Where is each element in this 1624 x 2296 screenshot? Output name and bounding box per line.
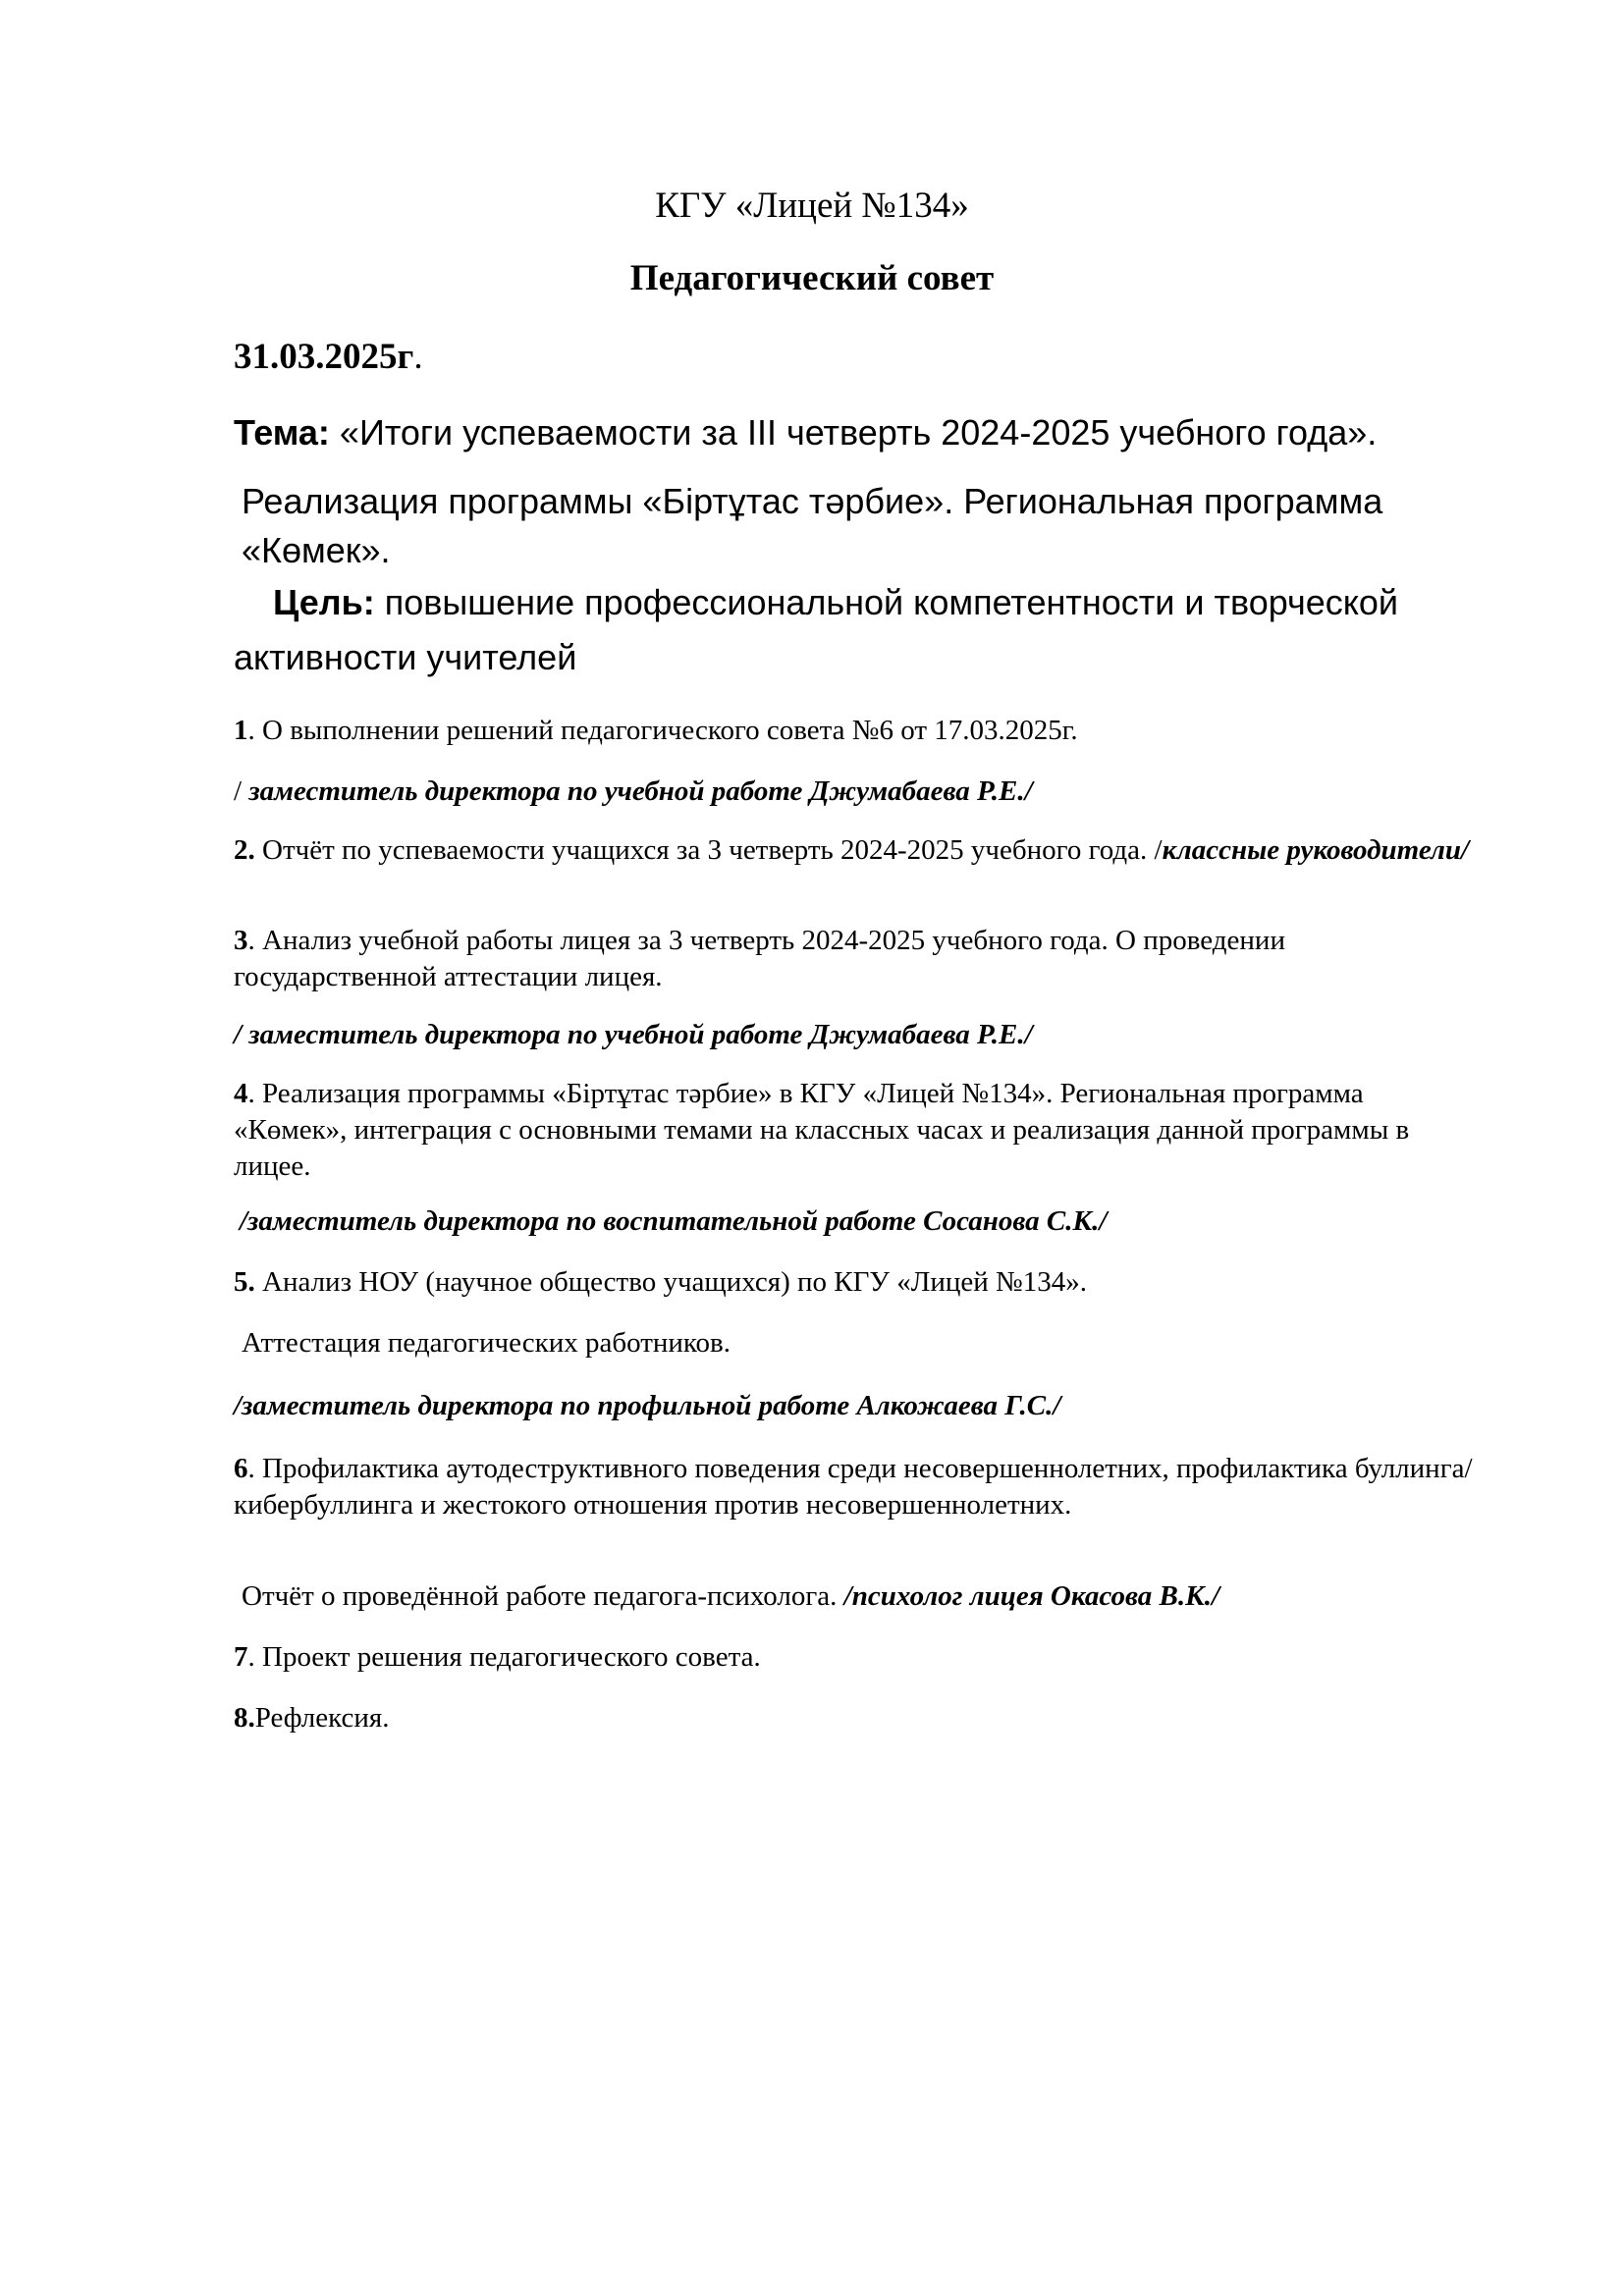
agenda-item-2 [234,832,1481,869]
agenda-text: . О выполнении решений педагогического совета №6 от 17.03.2025г. [247,715,1078,746]
agenda-number: 1 [234,715,248,746]
agenda-item-8 [234,1700,1481,1736]
agenda-responsible-5: /заместитель директора по профильной работе Алкожаева Г.С./ [234,1390,1061,1421]
agenda-responsible-3: / заместитель директора по учебной работе Джумабаева Р.Е./ [234,1019,1033,1050]
slash: / [234,775,249,807]
theme-line [234,408,1461,457]
agenda-item-5 [234,1264,1481,1301]
agenda-number: 7 [234,1641,248,1673]
agenda-text: . Анализ учебной работы лицея за 3 четверть 2024-2025 учебного года. О проведении государственной аттестации лицея. [234,925,1285,992]
agenda-item-1 [234,713,1481,749]
agenda-item-7 [234,1639,1481,1676]
agenda-number: 6 [234,1453,248,1484]
goal-text: повышение профессиональной компетентности и творческой активности учителей [234,582,1399,677]
agenda-text: Отчёт по успеваемости учащихся за 3 четверть 2024-2025 учебного года. / [254,834,1163,866]
agenda-item-5b: Аттестация педагогических работников. [242,1327,731,1359]
agenda-text: Рефлексия. [254,1702,390,1734]
agenda-text: . Реализация программы «Біртұтас тәрбие» в КГУ «Лицей №134». Региональная программа «Көмек», интеграция с основными темами на классных часах и реализация данной программы в лицее. [234,1078,1410,1182]
theme-text: «Итоги успеваемости за III четверть 2024-2025 учебного года». [329,412,1378,453]
agenda-item-6 [234,1451,1481,1523]
date-dot: . [413,337,423,377]
goal-label: Цель: [273,582,375,622]
agenda-text: Отчёт о проведённой работе педагога-психолога. [242,1580,844,1612]
agenda-number: 3 [234,925,248,956]
meeting-date [234,336,423,378]
responsible-person: /психолог лицея Окасова В.К./ [843,1580,1220,1612]
agenda-item-4 [234,1076,1481,1185]
agenda-item-3 [234,923,1481,995]
agenda-number: 8. [234,1702,255,1734]
agenda-number: 2. [234,834,255,866]
agenda-responsible-1 [234,774,1481,810]
agenda-number: 5. [234,1266,255,1298]
agenda-text: . Профилактика аутодеструктивного поведения среди несовершеннолетних, профилактика буллинга/кибербуллинга и жестокого отношения против несовершеннолетних. [234,1453,1473,1521]
organization-name: КГУ «Лицей №134» [655,186,969,226]
document-title: Педагогический совет [629,258,995,298]
date-value: 31.03.2025г [234,337,414,377]
goal-line [234,575,1461,685]
agenda-item-6b [242,1578,1489,1615]
responsible-person: классные руководители/ [1162,834,1470,866]
agenda-responsible-4: /заместитель директора по воспитательной работе Сосанова С.К./ [240,1205,1108,1237]
theme-label: Тема: [234,412,330,453]
agenda-text: . Проект решения педагогического совета. [247,1641,761,1673]
agenda-text: Анализ НОУ (научное общество учащихся) по КГУ «Лицей №134». [254,1266,1087,1298]
responsible-person: заместитель директора по учебной работе Джумабаева Р.Е./ [248,775,1033,807]
agenda-number: 4 [234,1078,248,1109]
theme-subline: Реализация программы «Біртұтас тәрбие». Региональная программа «Көмек». [242,481,1383,570]
